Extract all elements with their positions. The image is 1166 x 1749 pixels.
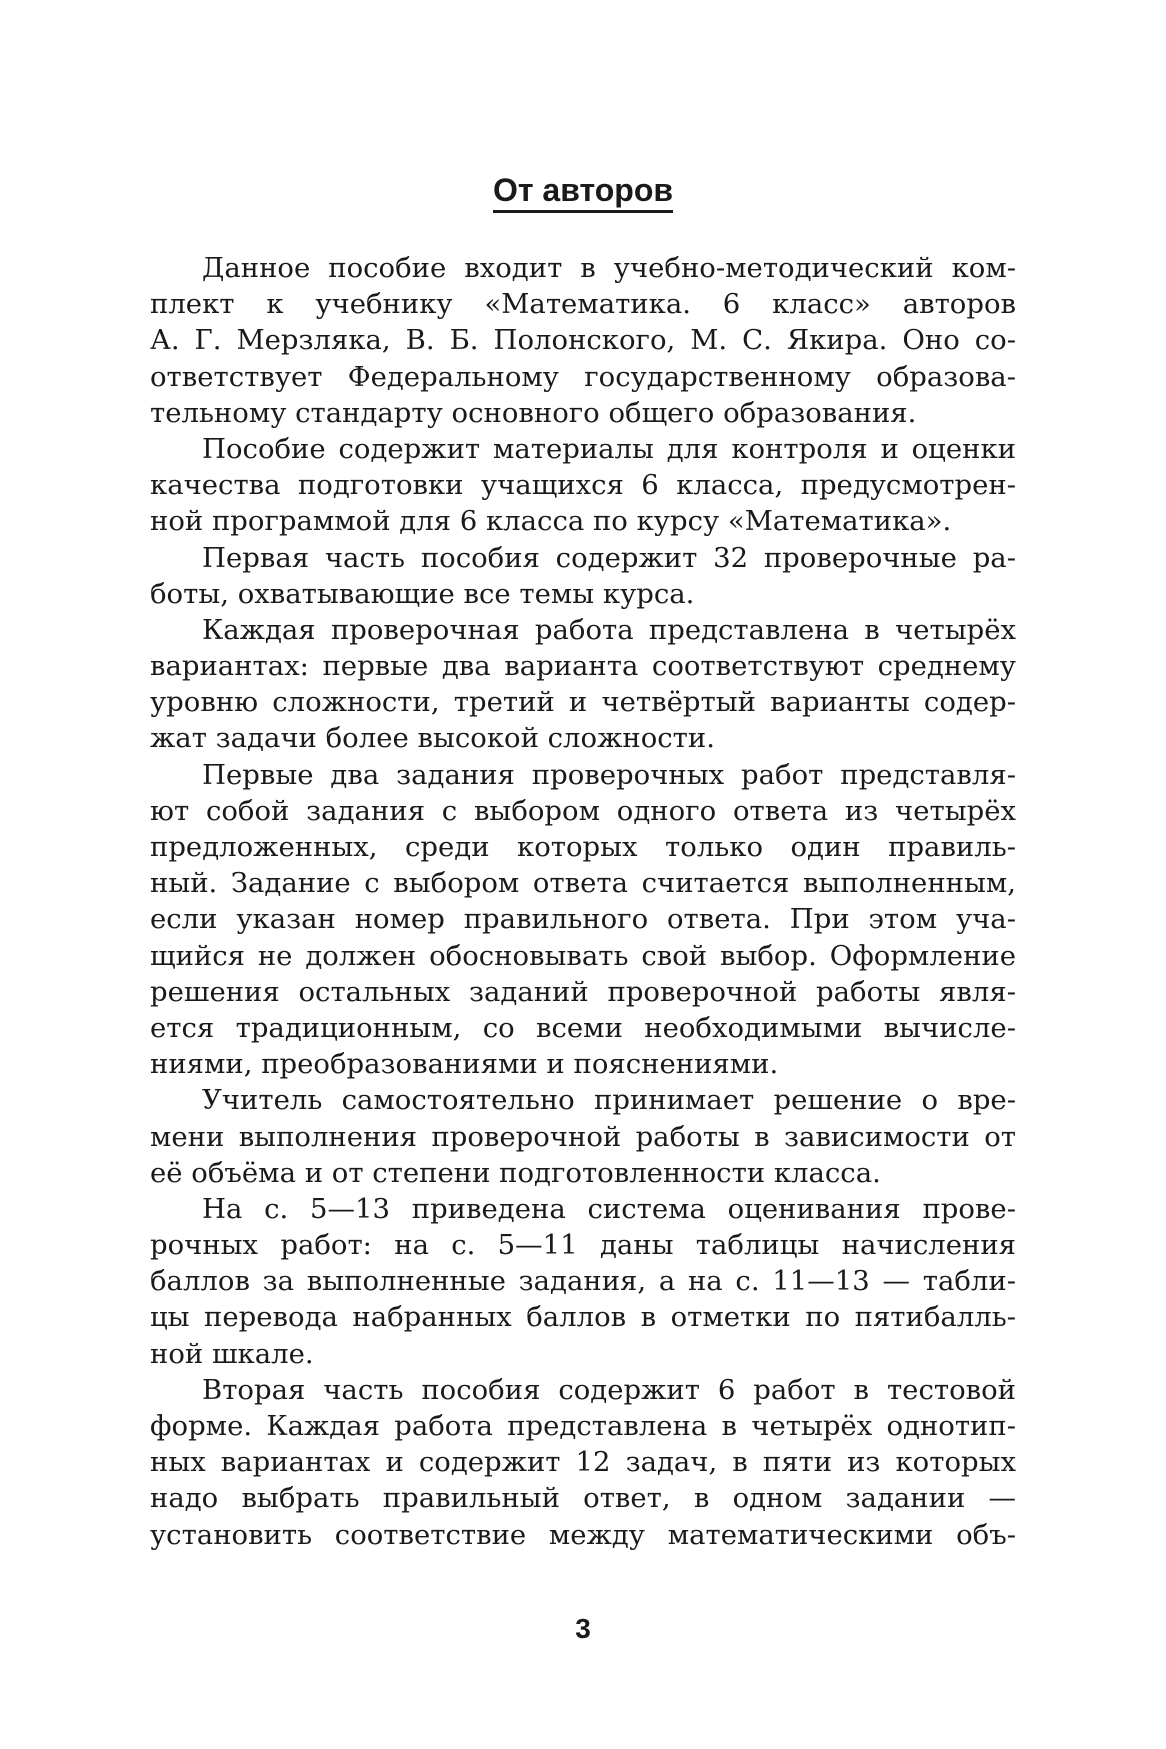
text-line: боты, охватывающие все темы курса.	[150, 577, 695, 610]
text-line: рочных работ: на с. 5—11 даны таблицы начисления	[150, 1229, 1016, 1262]
text-line: Вторая часть пособия содержит 6 работ в тестовой	[202, 1373, 1016, 1406]
page-number: 3	[575, 1613, 591, 1644]
text-line: если указан номер правильного ответа. При этом уча-	[150, 903, 1016, 936]
page-title	[150, 170, 1016, 210]
text-line: тельному стандарту основного общего образования.	[150, 396, 917, 429]
text-line: ной шкале.	[150, 1337, 314, 1370]
text-line: предложенных, среди которых только один правиль-	[150, 831, 1016, 863]
text-line: уровню сложности, третий и четвёртый варианты содер-	[150, 686, 1016, 719]
page-content	[150, 170, 1016, 1553]
text-line: плект к учебнику «Математика. 6 класс» авторов	[150, 288, 1016, 321]
text-line: Первые два задания проверочных работ представля-	[202, 758, 1016, 791]
text-line: ной программой для 6 класса по курсу «Математика».	[150, 505, 952, 538]
text-line: баллов за выполненные задания, а на с. 11—13 — табли-	[150, 1265, 1016, 1298]
text-line: надо выбрать правильный ответ, в одном задании —	[150, 1482, 1016, 1515]
paragraph	[150, 250, 1016, 431]
body-text	[150, 250, 1016, 1553]
text-line: А. Г. Мерзляка, В. Б. Полонского, М. С. Якира. Оно со-	[150, 324, 1016, 357]
text-line: решения остальных заданий проверочной работы явля-	[150, 975, 1016, 1008]
text-line: ниями, преобразованиями и пояснениями.	[150, 1048, 779, 1081]
text-line: качества подготовки учащихся 6 класса, предусмотрен-	[150, 469, 1016, 502]
text-line: щийся не должен обосновывать свой выбор. Оформление	[150, 939, 1016, 972]
text-line: ных вариантах и содержит 12 задач, в пяти из которых	[150, 1446, 1016, 1479]
text-line: её объёма и от степени подготовленности класса.	[150, 1156, 881, 1189]
paragraph	[150, 540, 1016, 612]
paragraph	[150, 1191, 1016, 1372]
text-line: Каждая проверочная работа представлена в четырёх	[202, 613, 1016, 646]
text-line: цы перевода набранных баллов в отметки по пятибалль-	[150, 1301, 1017, 1334]
text-line: ют собой задания с выбором одного ответа из четырёх	[150, 794, 1016, 827]
text-line: Данное пособие входит в учебно-методический ком-	[202, 252, 1016, 284]
text-line: ется традиционным, со всеми необходимыми вычисле-	[150, 1011, 1016, 1044]
page-title-text: От авторов	[493, 172, 673, 213]
paragraph	[150, 1082, 1016, 1191]
paragraph	[150, 431, 1016, 540]
text-line: установить соответствие между математическими объ-	[150, 1518, 1017, 1551]
text-line: вариантах: первые два варианта соответствуют среднему	[150, 650, 1016, 683]
text-line: ный. Задание с выбором ответа считается выполненным,	[150, 867, 1016, 900]
paragraph	[150, 612, 1016, 757]
text-line: форме. Каждая работа представлена в четырёх однотип-	[150, 1410, 1016, 1442]
text-line: жат задачи более высокой сложности.	[150, 722, 715, 755]
text-line: Первая часть пособия содержит 32 проверочные ра-	[202, 541, 1016, 574]
text-line: Учитель самостоятельно принимает решение о вре-	[202, 1084, 1016, 1117]
text-line: ответствует Федеральному государственному образова-	[150, 360, 1016, 393]
text-line: Пособие содержит материалы для контроля и оценки	[202, 432, 1016, 465]
text-line: На с. 5—13 приведена система оценивания прове-	[202, 1192, 1016, 1225]
paragraph	[150, 757, 1016, 1083]
paragraph	[150, 1372, 1016, 1553]
text-line: мени выполнения проверочной работы в зависимости от	[150, 1120, 1016, 1153]
